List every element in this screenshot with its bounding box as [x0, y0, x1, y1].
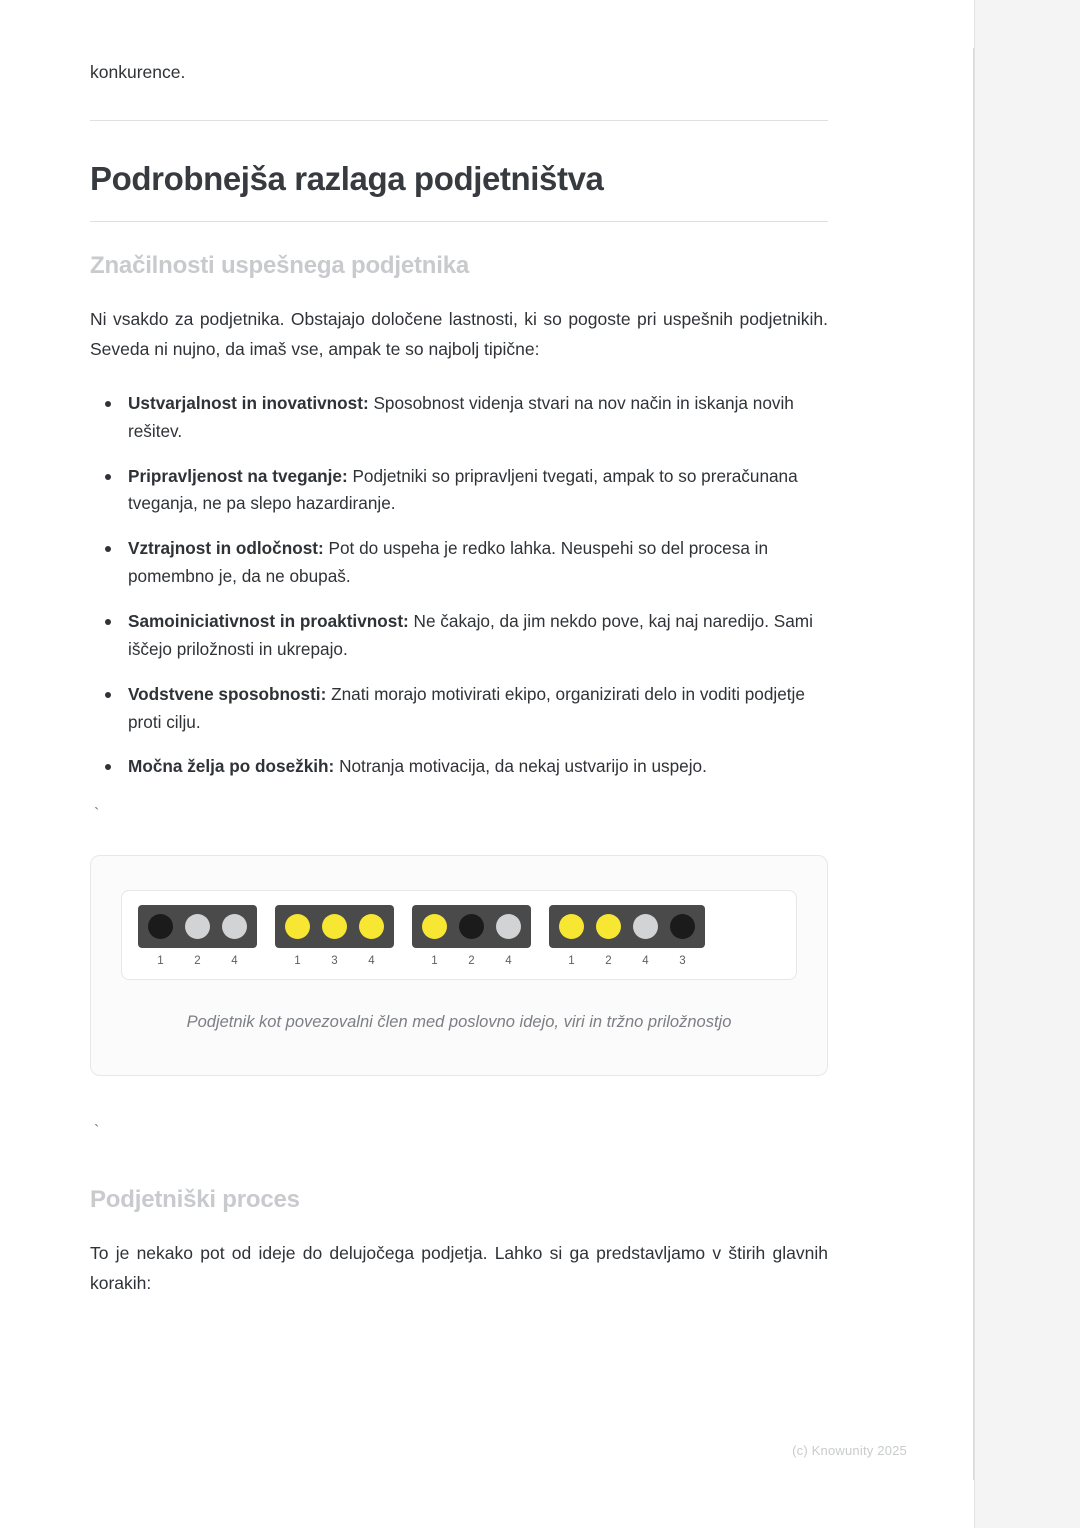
chip-bar: [412, 905, 531, 948]
dot-indicator: [359, 914, 384, 939]
dot-indicator: [422, 914, 447, 939]
list-item: [124, 390, 828, 446]
diagram-group-3: [412, 905, 531, 967]
chip-bar: [275, 905, 394, 948]
chip-label: 1: [431, 955, 438, 968]
dot-indicator: [633, 914, 658, 939]
page-title: Podrobnejša razlaga podjetništva: [90, 160, 604, 197]
chip-label: 2: [605, 955, 612, 968]
chip-label: 1: [294, 955, 301, 968]
list-item-label: Močna želja po dosežkih:: [128, 756, 335, 777]
dot-indicator: [459, 914, 484, 939]
list-item-text: Sposobnost videnja stvari na nov način in iskanja novih rešitev.: [128, 392, 794, 441]
dot-indicator: [322, 914, 347, 939]
list-item: [124, 535, 828, 591]
list-item-text: Znati morajo motivirati ekipo, organizirati delo in voditi podjetje proti cilju.: [128, 683, 805, 732]
chip-label: 3: [331, 955, 338, 968]
chip-label: 1: [157, 955, 164, 968]
chip-label: 2: [194, 955, 201, 968]
divider-top: [90, 120, 828, 121]
dot-indicator: [148, 914, 173, 939]
figure-caption: Podjetnik kot povezovalni člen med poslovno idejo, viri in tržno priložnostjo: [186, 1013, 732, 1032]
chip-label: 4: [368, 955, 375, 968]
dot-indicator: [185, 914, 210, 939]
chip-labels: [559, 955, 695, 967]
list-item: [124, 681, 828, 737]
dot-indicator: [285, 914, 310, 939]
figure-container: [90, 855, 828, 1076]
diagram-group-1: [138, 905, 257, 967]
chip-bar: [549, 905, 705, 948]
chip-label: 4: [505, 955, 512, 968]
list-item: [124, 608, 828, 664]
dot-indicator: [559, 914, 584, 939]
continued-text: konkurence.: [90, 62, 186, 82]
backtick-mark-1: `: [94, 806, 100, 824]
chip-label: 1: [568, 955, 575, 968]
scroll-rail[interactable]: [974, 0, 1080, 1528]
chip-label: 2: [468, 955, 475, 968]
diagram-group-2: [275, 905, 394, 967]
dot-indicator: [496, 914, 521, 939]
list-item-text: Ne čakajo, da jim nekdo pove, kaj naj naredijo. Sami iščejo priložnosti in ukrepajo.: [128, 610, 813, 659]
chip-labels: [148, 955, 247, 967]
list-item-label: Ustvarjalnost in inovativnost:: [128, 392, 369, 413]
section-heading-process: Podjetniški proces: [90, 1185, 300, 1213]
chip-labels: [422, 955, 521, 967]
list-item: [124, 463, 828, 519]
traits-list: [90, 390, 828, 781]
chip-label: 3: [679, 955, 686, 968]
chip-bar: [138, 905, 257, 948]
section-paragraph-process: To je nekako pot od ideje do delujočega podjetja. Lahko si ga predstavljamo v štirih glavnih korakih:: [90, 1242, 828, 1294]
list-item-label: Samoiniciativnost in proaktivnost:: [128, 610, 409, 631]
list-item-label: Vodstvene sposobnosti:: [128, 683, 327, 704]
list-item-text: Podjetniki so pripravljeni tvegati, ampak to so preračunana tveganja, ne pa slepo hazardiranje.: [128, 465, 798, 514]
backtick-mark-2: `: [94, 1122, 100, 1140]
list-item-label: Pripravljenost na tveganje:: [128, 465, 348, 486]
dot-indicator: [596, 914, 621, 939]
dot-indicator: [222, 914, 247, 939]
section-heading-traits: Značilnosti uspešnega podjetnika: [90, 251, 470, 279]
list-item-text: Notranja motivacija, da nekaj ustvarijo in uspejo.: [334, 756, 707, 777]
chip-label: 4: [642, 955, 649, 968]
diagram-strip: [121, 890, 797, 980]
copyright-notice: (c) Knowunity 2025: [792, 1443, 907, 1458]
list-item: [124, 753, 828, 781]
diagram-group-4: [549, 905, 705, 967]
divider-under-title: [90, 221, 828, 222]
dot-indicator: [670, 914, 695, 939]
document-content: [90, 0, 828, 1298]
section-paragraph-traits: Ni vsakdo za podjetnika. Obstajajo določene lastnosti, ki so pogoste pri uspešnih podjetnikih. Seveda ni nujno, da imaš vse, ampak te so najbolj tipične:: [90, 308, 828, 359]
list-item-label: Vztrajnost in odločnost:: [128, 538, 324, 559]
chip-label: 4: [231, 955, 238, 968]
chip-labels: [285, 955, 384, 967]
list-item-text: Pot do uspeha je redko lahka. Neuspehi so del procesa in pomembno je, da ne obupaš.: [128, 538, 769, 587]
